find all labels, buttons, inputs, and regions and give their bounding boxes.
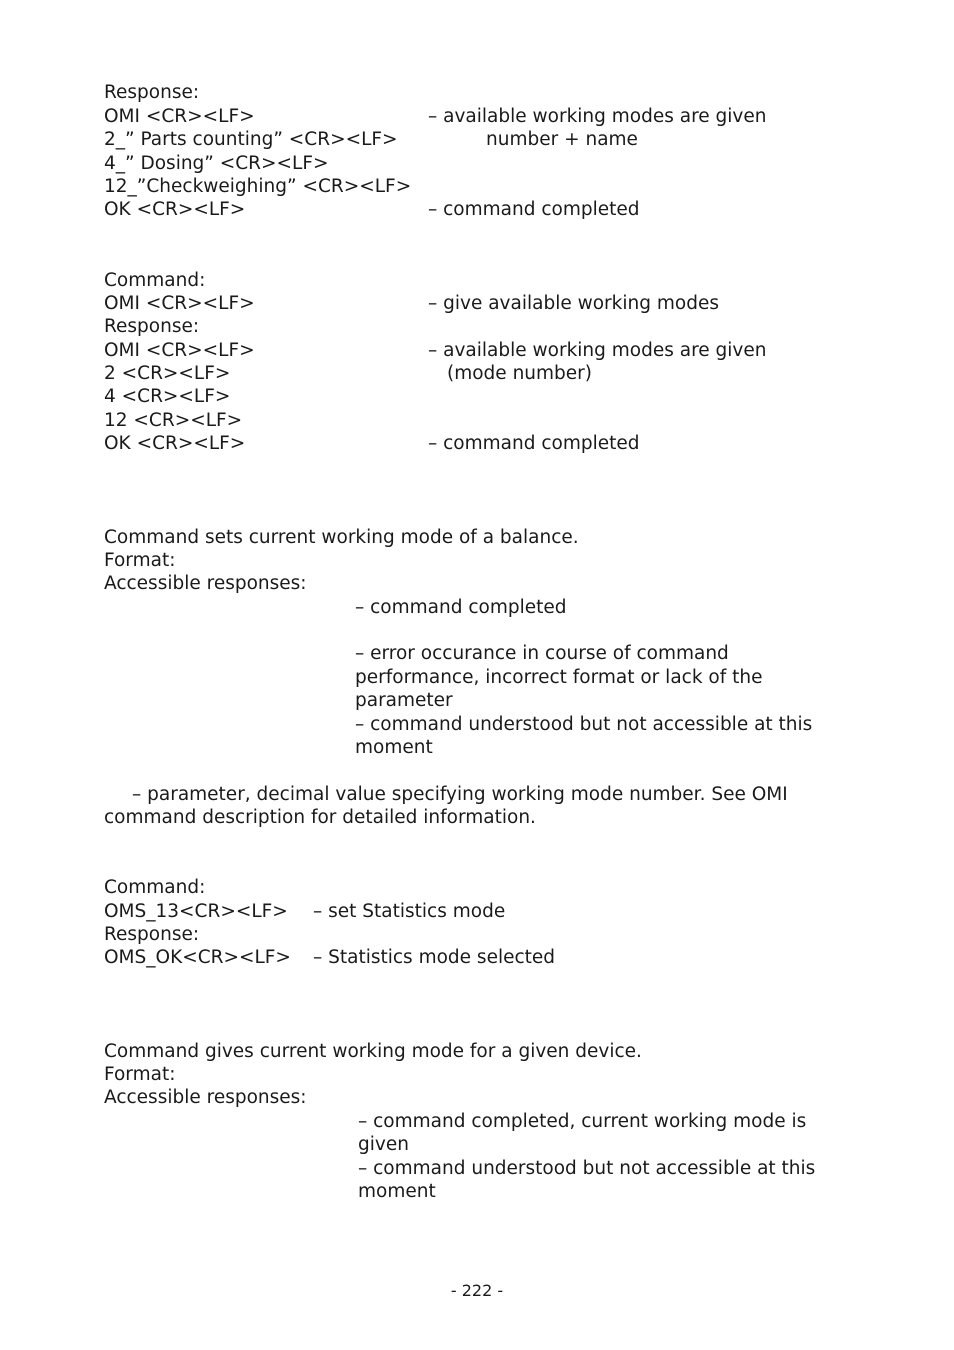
code-comment: number + name bbox=[486, 129, 638, 150]
response-label: Response: bbox=[104, 316, 200, 337]
format-label: Format: bbox=[104, 550, 176, 571]
command-label: Command: bbox=[104, 877, 206, 898]
code-line: OMS_OK<CR><LF> bbox=[104, 947, 291, 968]
responses-label: Accessible responses: bbox=[104, 573, 307, 594]
code-line: 4_” Dosing” <CR><LF> bbox=[104, 153, 329, 174]
code-line: OMI <CR><LF> bbox=[104, 106, 255, 127]
responses-label: Accessible responses: bbox=[104, 1087, 307, 1108]
page-number: - 222 - bbox=[450, 1281, 504, 1300]
code-line: OK <CR><LF> bbox=[104, 433, 246, 454]
command-description: Command gives current working mode for a given device. bbox=[104, 1041, 642, 1062]
code-comment: – available working modes are given bbox=[428, 340, 767, 361]
code-comment: – Statistics mode selected bbox=[313, 947, 556, 968]
code-comment: – set Statistics mode bbox=[313, 901, 506, 922]
response-item: given bbox=[358, 1134, 409, 1155]
response-item: – error occurance in course of command bbox=[355, 643, 729, 664]
response-item: moment bbox=[355, 737, 433, 758]
response-item: – command understood but not accessible at this bbox=[358, 1158, 816, 1179]
command-description: Command sets current working mode of a balance. bbox=[104, 527, 579, 548]
code-comment: – command completed bbox=[428, 199, 640, 220]
code-comment: – available working modes are given bbox=[428, 106, 767, 127]
code-comment: – command completed bbox=[428, 433, 640, 454]
code-line: 12_”Checkweighing” <CR><LF> bbox=[104, 176, 412, 197]
response-label: Response: bbox=[104, 82, 200, 103]
code-comment: (mode number) bbox=[447, 363, 592, 384]
response-item: – command completed bbox=[355, 597, 567, 618]
code-line: OMI <CR><LF> bbox=[104, 293, 255, 314]
code-line: OK <CR><LF> bbox=[104, 199, 246, 220]
response-item: parameter bbox=[355, 690, 453, 711]
command-label: Command: bbox=[104, 270, 206, 291]
parameter-description: command description for detailed information. bbox=[104, 807, 536, 828]
parameter-description: – parameter, decimal value specifying working mode number. See OMI bbox=[132, 784, 788, 805]
code-comment: – give available working modes bbox=[428, 293, 719, 314]
response-item: performance, incorrect format or lack of the bbox=[355, 667, 763, 688]
code-line: 2 <CR><LF> bbox=[104, 363, 231, 384]
code-line: 4 <CR><LF> bbox=[104, 386, 231, 407]
format-label: Format: bbox=[104, 1064, 176, 1085]
response-label: Response: bbox=[104, 924, 200, 945]
code-line: OMI <CR><LF> bbox=[104, 340, 255, 361]
response-item: – command understood but not accessible at this bbox=[355, 714, 813, 735]
code-line: OMS_13<CR><LF> bbox=[104, 901, 288, 922]
code-line: 12 <CR><LF> bbox=[104, 410, 243, 431]
response-item: moment bbox=[358, 1181, 436, 1202]
code-line: 2_” Parts counting” <CR><LF> bbox=[104, 129, 398, 150]
response-item: – command completed, current working mode is bbox=[358, 1111, 807, 1132]
